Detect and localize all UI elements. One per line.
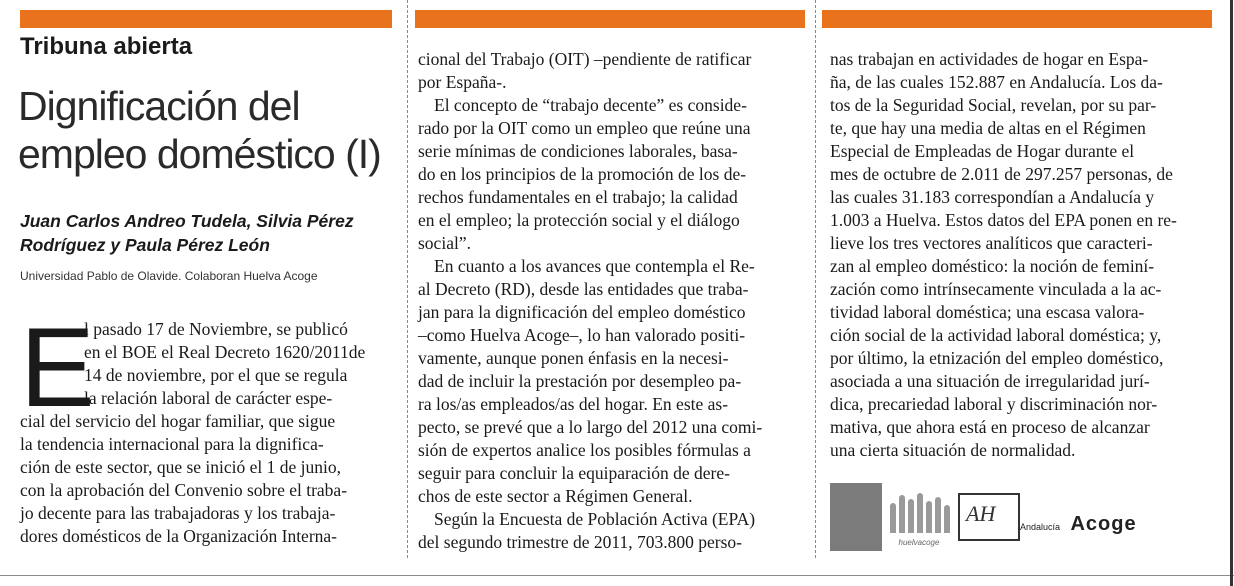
article-headline [18,82,403,178]
text-line: en el empleo; la protección social y el diálogo [418,210,740,230]
text-line: la relación laboral de carácter espe- [84,388,333,408]
text-line: ra los/as empleados/as del hogar. En este as- [418,394,729,414]
text-line: al Decreto (RD), desde las entidades que traba- [418,279,749,299]
column-separator [815,0,816,558]
text-line: ción de este sector, que se inició el 1 de junio, [20,457,342,477]
text-line: con la aprobación del Convenio sobre el traba- [20,480,348,500]
text-line: cial del servicio del hogar familiar, que sigue [20,411,336,431]
text-line: Según la Encuesta de Población Activa (EPA) [434,509,756,529]
text-line: mativa, que ahora está en proceso de alcanzar [830,417,1150,437]
column3-top-rule [822,10,1212,28]
section-label: Tribuna abierta [20,33,193,60]
text-line: asociada a una situación de irregularidad jurí- [830,371,1150,391]
text-line: las cuales 31.183 correspondían a Andalucía y [830,187,1155,207]
text-line: sión de expertos analice los posibles fórmulas a [418,440,751,460]
headline-line: empleo doméstico (I) [18,131,381,177]
text-line: tividad laboral doméstica; una escasa valora- [830,302,1145,322]
text-line: chos de este sector a Régimen General. [418,486,693,506]
andalucia-acoge-logo [1020,513,1137,536]
author-byline [20,209,400,257]
text-line: vamente, aunque ponen énfasis en la necesi- [418,348,729,368]
text-line: social”. [418,233,471,253]
text-line: tos de la Seguridad Social, revelan, por su par- [830,95,1157,115]
text-line: do en los principios de la promoción de los de- [418,164,747,184]
article-column-3 [830,48,1220,462]
drop-cap: E [20,305,95,430]
text-line: por último, la etnización del empleo doméstico, [830,348,1164,368]
column1-top-rule [20,10,392,28]
text-line: cional del Trabajo (OIT) –pendiente de ratificar [418,49,752,69]
logo-caption: huelvacoge [898,538,940,547]
text-line: en el BOE el Real Decreto 1620/2011de [84,342,366,362]
article-column-2 [418,48,808,554]
text-line: zación como intrínsecamente vinculada a la ac- [830,279,1162,299]
text-line: rechos fundamentales en el trabajo; la calidad [418,187,738,207]
text-line: del segundo trimestre de 2011, 703.800 perso- [418,532,743,552]
text-line: rado por la OIT como un empleo que reúne una [418,118,751,138]
headline-line: Dignificación del [18,83,300,129]
text-line: dica, precariedad laboral y discriminación nor- [830,394,1158,414]
author-line: Rodríguez y Paula Pérez León [20,235,270,255]
page-edge [1230,0,1233,586]
column2-top-rule [415,10,805,28]
text-line: jan para la dignificación del empleo doméstico [418,302,746,322]
text-line: te, que hay una media de altas en el Régimen [830,118,1146,138]
text-line: jo decente para las trabajadoras y los trabaja- [20,503,336,523]
text-line: por España-. [418,72,507,92]
sponsor-logos [830,483,1160,551]
text-line: l pasado 17 de Noviembre, se publicó [84,319,348,339]
text-line: zan al empleo doméstico: la noción de feminí- [830,256,1155,276]
text-line: 1.003 a Huelva. Estos datos del EPA ponen en re- [830,210,1177,230]
text-line: dores domésticos de la Organización Interna- [20,526,337,546]
text-line: lieve los tres vectores analíticos que caracteri- [830,233,1153,253]
emblem-logo [958,493,1020,541]
text-line: ña, de las cuales 152.887 en Andalucía. Los da- [830,72,1163,92]
column-separator [407,0,408,558]
emblem-text: AH [966,501,996,526]
text-line: serie mínimas de condiciones laborales, basa- [418,141,738,161]
text-line: –como Huelva Acoge–, lo han valorado positi- [418,325,746,345]
text-line: la tendencia internacional para la dignifica- [20,434,324,454]
text-line: El concepto de “trabajo decente” es conside- [434,95,747,115]
text-line: 14 de noviembre, por el que se regula [84,365,348,385]
text-line: ción social de la actividad laboral doméstica; y, [830,325,1162,345]
text-line: mes de octubre de 2.011 de 297.257 personas, de [830,164,1173,184]
author-line: Juan Carlos Andreo Tudela, Silvia Pérez [20,211,354,231]
text-line: dad de incluir la prestación por desempleo pa- [418,371,742,391]
bottom-rule [0,575,1234,576]
photo-logo [830,483,882,551]
logo-small-text: Andalucía [1020,522,1061,532]
text-line: una cierta situación de normalidad. [830,440,1076,460]
text-line: nas trabajan en actividades de hogar en Espa- [830,49,1149,69]
huelva-acoge-logo [886,487,952,547]
text-line: pecto, se prevé que a lo largo del 2012 una comi- [418,417,763,437]
author-affiliation: Universidad Pablo de Olavide. Colaboran Huelva Acoge [20,269,318,283]
logo-big-text: Acoge [1070,513,1137,535]
text-line: En cuanto a los avances que contempla el Re- [434,256,755,276]
article-column-1 [20,305,400,548]
text-line: seguir para concluir la equiparación de dere- [418,463,730,483]
text-line: Especial de Empleadas de Hogar durante el [830,141,1135,161]
